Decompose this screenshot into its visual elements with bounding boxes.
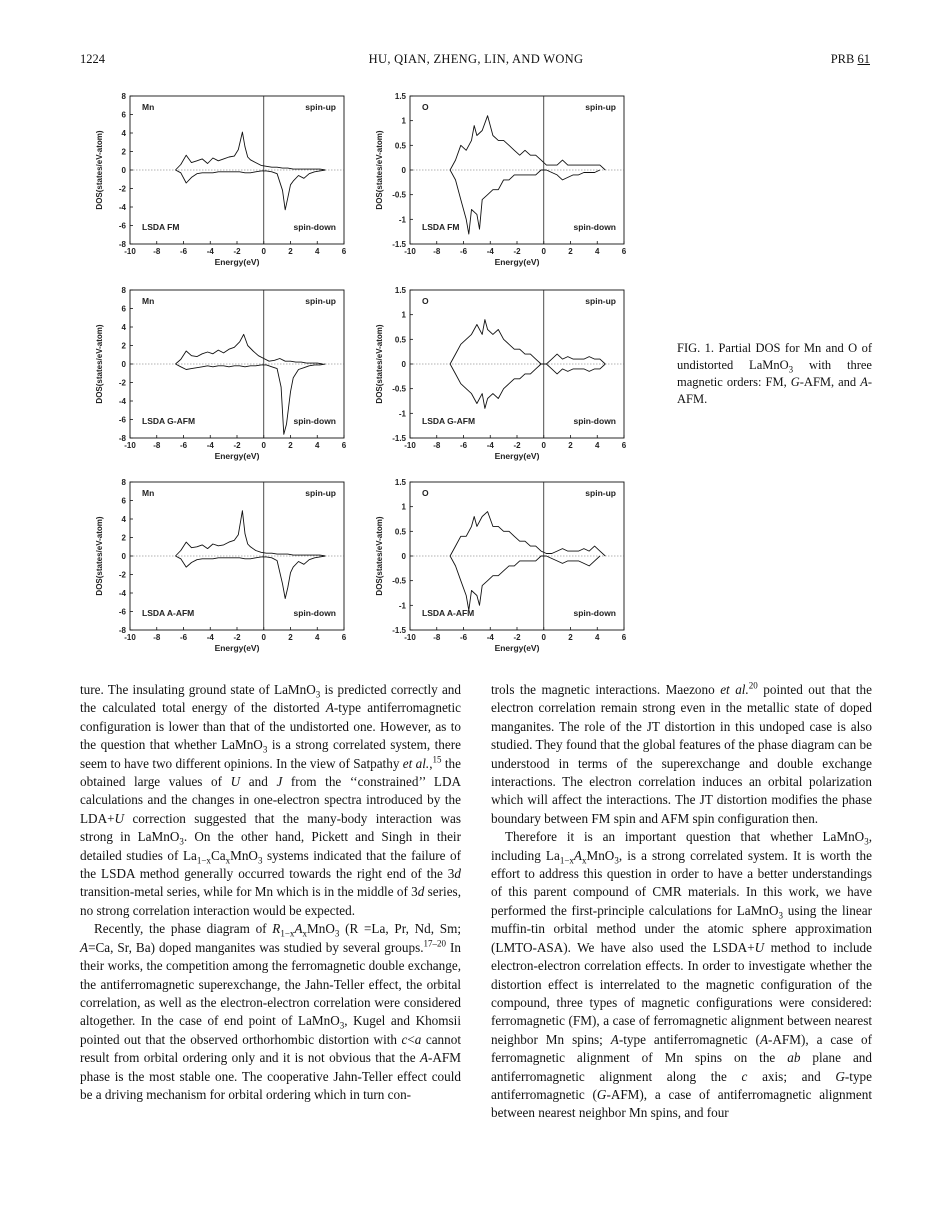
x-tick-label: -4 <box>206 441 214 450</box>
x-tick-label: 4 <box>595 441 600 450</box>
spin-down-label: spin-down <box>573 608 616 618</box>
y-tick-label: 1 <box>401 310 406 320</box>
x-tick-label: -4 <box>486 633 494 642</box>
x-tick-label: 4 <box>315 633 320 642</box>
dos-plot-o-fm <box>364 88 644 268</box>
y-tick-label: 0 <box>401 360 406 369</box>
x-tick-label: 6 <box>341 247 347 256</box>
y-tick-label: 2 <box>121 533 126 543</box>
x-tick-label: -2 <box>233 247 241 256</box>
y-tick-label: 0 <box>121 552 126 561</box>
left-paragraph-1: ture. The insulating ground state of LaMnO$_3$ is predicted correctly and the calculated total energy of the distorted A-type antiferromagnetic configuration is lower than that of the undistorted one. However, as to the question that whether LaMnO$_3$ is a strong correlated system, there seem to have two different opinions. In the view of Satpathy et al.,$^{15}$ the obtained large values of U and J from the ‘‘constrained’’ LDA calculations and the changes in one-electron spectra introduced by the LDA+U correction suggested that the many-body interaction was strong in LaMnO$_3$. On the other hand, Pickett and Singh in their detailed studies of $La_{1-x}Ca_xMnO_3$ systems indicated that the failure of the LSDA method generally occurred towards the right end of the 3d transition-metal series, while for Mn which is in the middle of 3d series, no strong correlation interaction would be expected. <box>80 682 461 918</box>
spin-up-label: spin-up <box>585 488 616 498</box>
y-tick-label: 4 <box>121 129 126 138</box>
y-tick-label: -1.5 <box>392 434 406 443</box>
spin-up-curve <box>450 116 605 170</box>
x-tick-label: 6 <box>341 441 347 450</box>
x-tick-label: -2 <box>233 441 241 450</box>
method-label: LSDA FM <box>142 222 180 232</box>
method-label: LSDA G-AFM <box>142 416 196 426</box>
x-tick-label: -2 <box>233 633 241 642</box>
y-tick-label: -8 <box>118 240 126 249</box>
y-tick-label: -2 <box>118 570 126 580</box>
dos-plot-mn-aafm <box>84 474 354 654</box>
y-axis-label: DOS(states/eV-atom) <box>375 516 384 596</box>
spin-up-label: spin-up <box>305 488 336 498</box>
method-label: LSDA A-AFM <box>142 608 195 618</box>
spin-down-label: spin-down <box>293 222 336 232</box>
x-tick-label: 0 <box>261 633 266 642</box>
y-tick-label: 2 <box>121 341 126 351</box>
y-tick-label: -8 <box>118 626 126 635</box>
x-axis-label: Energy(eV) <box>494 257 540 267</box>
x-tick-label: 0 <box>261 441 266 450</box>
x-tick-label: -6 <box>459 247 468 256</box>
y-tick-label: 8 <box>121 478 126 487</box>
method-label: LSDA A-AFM <box>422 608 475 618</box>
y-tick-label: 0.5 <box>394 527 406 537</box>
x-tick-label: -10 <box>404 441 416 450</box>
x-tick-label: 2 <box>568 247 573 256</box>
x-tick-label: 4 <box>595 247 600 256</box>
spin-up-curve <box>176 132 326 170</box>
y-tick-label: -2 <box>118 184 126 194</box>
spin-up-label: spin-up <box>585 102 616 112</box>
journal-ref <box>831 52 870 67</box>
figure-caption: FIG. 1. Partial DOS for Mn and O of undistorted LaMnO$_3$ with three magnetic orders: FM, G-AFM, and A-AFM. <box>677 341 872 406</box>
y-tick-label: -4 <box>118 397 126 406</box>
y-tick-label: -2 <box>118 378 126 388</box>
spin-up-label: spin-up <box>305 102 336 112</box>
y-tick-label: 0.5 <box>394 141 406 151</box>
y-tick-label: -1 <box>398 215 406 225</box>
element-label: O <box>422 488 429 498</box>
x-tick-label: 0 <box>261 247 266 256</box>
y-tick-label: 6 <box>121 496 126 506</box>
x-tick-label: -2 <box>513 247 521 256</box>
x-tick-label: -6 <box>179 633 188 642</box>
y-tick-label: 6 <box>121 110 126 120</box>
x-tick-label: 4 <box>315 441 320 450</box>
y-tick-label: -6 <box>118 607 126 617</box>
right-column <box>491 681 872 1123</box>
y-axis-label: DOS(states/eV-atom) <box>95 516 104 596</box>
x-tick-label: 4 <box>315 247 320 256</box>
x-tick-label: -8 <box>153 247 161 256</box>
y-tick-label: -0.5 <box>392 190 406 200</box>
y-axis-label: DOS(states/eV-atom) <box>375 130 384 210</box>
y-tick-label: -6 <box>118 221 126 231</box>
x-tick-label: -8 <box>433 247 441 256</box>
x-tick-label: -8 <box>433 441 441 450</box>
y-tick-label: -6 <box>118 415 126 425</box>
spin-up-label: spin-up <box>585 296 616 306</box>
y-tick-label: 1.5 <box>394 92 406 101</box>
x-tick-label: 2 <box>288 247 293 256</box>
x-tick-label: 6 <box>621 247 627 256</box>
x-tick-label: -10 <box>404 633 416 642</box>
y-axis-label: DOS(states/eV-atom) <box>95 130 104 210</box>
x-tick-label: 2 <box>568 441 573 450</box>
y-tick-label: 6 <box>121 304 126 314</box>
spin-down-label: spin-down <box>573 416 616 426</box>
y-tick-label: -8 <box>118 434 126 443</box>
spin-down-curve <box>176 556 326 599</box>
element-label: Mn <box>142 488 155 498</box>
x-tick-label: -8 <box>433 633 441 642</box>
spin-up-curve <box>176 334 323 364</box>
x-tick-label: 0 <box>541 441 546 450</box>
y-tick-label: 1 <box>401 502 406 512</box>
y-tick-label: 0 <box>121 166 126 175</box>
x-axis-label: Energy(eV) <box>214 451 260 461</box>
y-tick-label: -0.5 <box>392 384 406 394</box>
x-tick-label: -6 <box>179 441 188 450</box>
journal-volume: 61 <box>857 52 870 66</box>
method-label: LSDA G-AFM <box>422 416 476 426</box>
x-tick-label: 6 <box>341 633 347 642</box>
x-tick-label: -10 <box>404 247 416 256</box>
x-tick-label: 4 <box>595 633 600 642</box>
y-tick-label: 4 <box>121 515 126 524</box>
x-tick-label: 0 <box>541 633 546 642</box>
x-tick-label: 6 <box>621 441 627 450</box>
left-column <box>80 681 461 1104</box>
y-tick-label: -4 <box>118 589 126 598</box>
y-tick-label: -1.5 <box>392 626 406 635</box>
x-tick-label: -8 <box>153 441 161 450</box>
spin-down-label: spin-down <box>293 608 336 618</box>
spin-up-curve <box>176 511 326 556</box>
x-tick-label: -2 <box>513 633 521 642</box>
y-tick-label: -1.5 <box>392 240 406 249</box>
x-tick-label: -10 <box>124 247 136 256</box>
element-label: Mn <box>142 102 155 112</box>
y-tick-label: 0 <box>401 166 406 175</box>
journal-name: PRB <box>830 52 855 66</box>
spin-down-curve <box>450 556 600 610</box>
spin-up-curve <box>450 320 605 364</box>
x-axis-label: Energy(eV) <box>494 451 540 461</box>
spin-up-label: spin-up <box>305 296 336 306</box>
x-tick-label: -4 <box>486 441 494 450</box>
y-axis-label: DOS(states/eV-atom) <box>375 324 384 404</box>
y-tick-label: -1 <box>398 409 406 419</box>
y-tick-label: -0.5 <box>392 576 406 586</box>
dos-plot-o-aafm <box>364 474 644 654</box>
method-label: LSDA FM <box>422 222 460 232</box>
y-tick-label: 8 <box>121 92 126 101</box>
dos-plot-mn-gafm <box>84 282 354 462</box>
spin-down-label: spin-down <box>293 416 336 426</box>
element-label: Mn <box>142 296 155 306</box>
x-tick-label: 6 <box>621 633 627 642</box>
y-tick-label: 1.5 <box>394 286 406 295</box>
x-tick-label: -6 <box>459 633 468 642</box>
y-tick-label: 0 <box>401 552 406 561</box>
y-tick-label: 4 <box>121 323 126 332</box>
x-tick-label: -8 <box>153 633 161 642</box>
x-axis-label: Energy(eV) <box>494 643 540 653</box>
right-paragraph-2: Therefore it is an important question that whether LaMnO$_3$, including $La_{1-x}A_xMnO_3$, is a strong correlated system. It is worth the effort to address this question in order to have a better understandings of this parent compound of CMR materials. In this work, we have performed the first-principle calculations for LaMnO$_3$ using the linear muffin-tin orbital method under the atomic sphere approximation (LMTO-ASA). We have also used the LSDA+U method to include electron-electron correlation effects. In order to investigate whether the distortion effect is interrelated to the magnetic configuration of the compound, three types of magnetic configurations were considered: ferromagnetic (FM), a case of ferromagnetic alignment between nearest neighbor Mn spins; A-type antiferromagnetic (A-AFM), a case of ferromagnetic alignment of Mn spins on the ab plane and antiferromagnetic alignment along the c axis; and G-type antiferromagnetic (G-AFM), a case of antiferromagnetic alignment between nearest neighbor Mn spins, and four <box>491 829 872 1121</box>
y-axis-label: DOS(states/eV-atom) <box>95 324 104 404</box>
page-number: 1224 <box>80 52 105 66</box>
running-header <box>0 52 952 72</box>
dos-plot-mn-fm <box>84 88 354 268</box>
y-tick-label: 8 <box>121 286 126 295</box>
x-tick-label: -4 <box>486 247 494 256</box>
y-tick-label: 0.5 <box>394 335 406 345</box>
y-tick-label: -1 <box>398 601 406 611</box>
x-tick-label: -6 <box>459 441 468 450</box>
running-authors: HU, QIAN, ZHENG, LIN, AND WONG <box>368 52 584 66</box>
element-label: O <box>422 296 429 306</box>
x-tick-label: -10 <box>124 633 136 642</box>
x-tick-label: -4 <box>206 633 214 642</box>
left-paragraph-2: Recently, the phase diagram of $R_{1-x}A_xMnO_3$ (R =La, Pr, Nd, Sm; A=Ca, Sr, Ba) doped manganites was studied by several groups.$^{17-20}$ In their works, the competition among the ferromagnetic double exchange, the antiferromagnetic superexchange, the Jahn-Teller effect, the orbital correlation, as well as the electron-electron correlation were considered altogether. In the case of end point of LaMnO$_3$, Kugel and Khomsii pointed out that the observed orthorhombic distortion with c<a cannot result from orbital ordering only and it is not obvious that the A-AFM phase is the most stable one. The cooperative Jahn-Teller effect could be a driving mechanism for orbital ordering which in turn con- <box>80 921 462 1102</box>
spin-down-curve <box>450 364 605 408</box>
x-axis-label: Energy(eV) <box>214 257 260 267</box>
spin-up-curve <box>450 512 605 556</box>
x-tick-label: 2 <box>568 633 573 642</box>
x-tick-label: -10 <box>124 441 136 450</box>
x-tick-label: -6 <box>179 247 188 256</box>
y-tick-label: -4 <box>118 203 126 212</box>
x-tick-label: 2 <box>288 441 293 450</box>
spin-down-label: spin-down <box>573 222 616 232</box>
dos-plot-o-gafm <box>364 282 644 462</box>
x-tick-label: 2 <box>288 633 293 642</box>
x-axis-label: Energy(eV) <box>214 643 260 653</box>
y-tick-label: 1.5 <box>394 478 406 487</box>
x-tick-label: -2 <box>513 441 521 450</box>
spin-down-curve <box>176 170 326 210</box>
right-paragraph-1: trols the magnetic interactions. Maezono et al.$^{20}$ pointed out that the electron correlation remain strong even in the metallic state of doped manganites. The role of the JT distortion in this undoped case is also studied. They found that the global features of the phase diagram can be understood in terms of the superexchange and double exchange interactions. The electron correlation induces an orbital polarization which will affect the interactions. The JT distortion modifies the phase boundary between FM spin and AFM spin configuration then. <box>491 680 872 826</box>
element-label: O <box>422 102 429 112</box>
x-tick-label: -4 <box>206 247 214 256</box>
x-tick-label: 0 <box>541 247 546 256</box>
y-tick-label: 2 <box>121 147 126 157</box>
y-tick-label: 0 <box>121 360 126 369</box>
y-tick-label: 1 <box>401 116 406 126</box>
